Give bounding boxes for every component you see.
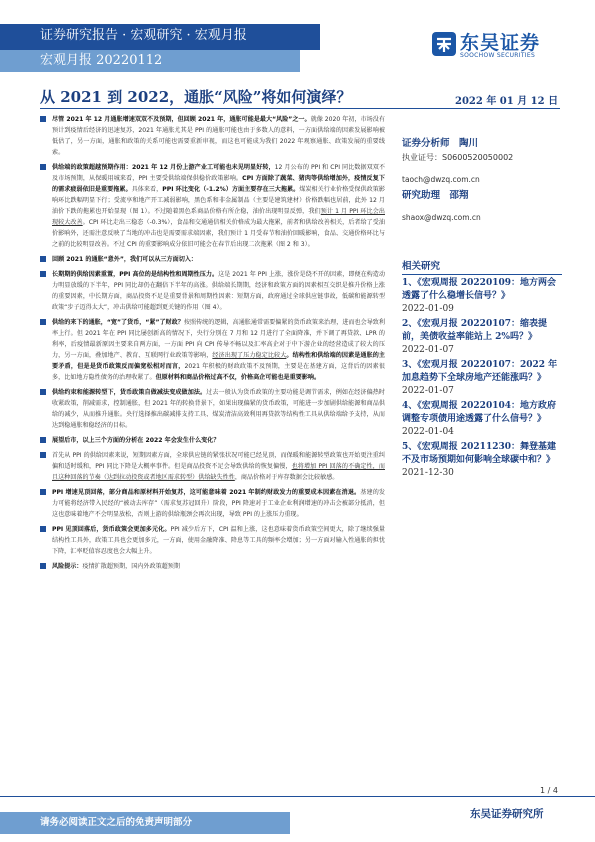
paragraph-text: 就像 2020 年初，市场没有预计到疫情后经济的迅速复苏，2021 年通胀尤其是 PPI 的通胀可能也由于多数人的意料，一方面供给端的因素发展影响被低估了，另一方面，通胀和政策的关系可能也需要重新审视，而这也可能成为我们 2022 年观察通胀、政策发展的重要线索。: [52, 116, 385, 156]
header-category: 证券研究报告 · 宏观研究 · 宏观月报: [40, 28, 247, 43]
related-item[interactable]: [402, 277, 562, 316]
bullet-icon: [40, 116, 46, 122]
logo-subtitle: SOOCHOW SECURITIES: [460, 52, 536, 59]
related-item-date: 2022-01-07: [402, 345, 454, 355]
related-item-date: 2022-01-07: [402, 386, 454, 396]
related-item-title: 5、《宏观周报 20211230：舞登基建不及市场预期如何影响全球碳中和？》: [402, 442, 556, 465]
related-item-date: 2022-01-09: [402, 304, 454, 314]
paragraph-text: 2021 年积极的财政政策不及预期，主要是在基建方面，这背后的因素很多，比如地方隐性债务的治理收紧了。: [52, 363, 385, 381]
risk-label: 风险提示：: [52, 563, 83, 570]
lead-analyst-license: 执业证号：S0600520050002: [402, 153, 514, 162]
paragraph-text: 这是 2021 年 PPI 上涨，涨价是绕不开的因素，即便在构造动力明显放缓的下半年，PPI 同比却仍在翻倍下半年的高涨。供给端长期期，经济和政策方面的因素相互交织是推升价格上涨的重要因素，中长期方面，商品投资不足是重要背景和周期性因素：短期方面，政府通过全球供应链事故，低碳和能源转型政策“步子迈得太大”，冲击供给可能超到更关键的作用（图 4）。: [52, 271, 385, 311]
related-item-title: 4、《宏观周报 20220104：地方政府调整专项债用途透露了什么信号？》: [402, 401, 556, 424]
related-research-title: 相关研究: [402, 258, 562, 275]
related-item[interactable]: [402, 441, 562, 480]
disclaimer-text: 请务必阅读正文之后的免责声明部分: [40, 817, 193, 828]
monetary-policy-paragraph: [40, 387, 385, 431]
paragraph-underlined: 预计 1 月 PPI 环比会出现较大改善: [52, 208, 385, 226]
supply-factor-paragraph: [40, 269, 385, 313]
research-assistant-email[interactable]: shaox@dwzq.com.cn: [402, 213, 481, 222]
paragraph-text: PPI 减少后方下，CPI 温和上涨，这也意味着货币政策空间更大，除了继续强量结构性工具外，政策工具也会更加多元，一方面，使用金融降准、降息等工具的频率会增加；另一方面对输入性通胀的担忧下降，汇率贬值容忍度也会大幅上升。: [52, 526, 385, 555]
paragraph-emphasis: PPI 环比变化（-1.2%）方面主要存在三大拖累。: [162, 186, 300, 193]
paragraph-emphasis: 。结构性和供给端的因素是通胀的主要矛盾，但是是货币政策反而偏宽松相对而言，: [52, 352, 386, 370]
footer-divider: [0, 796, 595, 797]
paragraph-text: 首先从 PPI 的供给因素来说，短期因素方面，全球供应链的紧张状况可能已经见顶，而保暖和能源转型政策也开始更注重纠偏和适时缓和，PPI 同比下降是大概率事件。但是商品投资不足会导致供给的恢复偏慢，: [52, 452, 385, 470]
paragraph-emphasis: CPI 方面除了蔬菜、猪肉等供给增加外，疫情反复下的需求疲弱依旧是重要拖累。: [52, 175, 385, 193]
logo-mark-icon: [432, 32, 456, 56]
outlook-heading: [40, 435, 385, 446]
lead-analyst-email[interactable]: taoch@dwzq.com.cn: [402, 175, 480, 184]
related-item[interactable]: [402, 400, 562, 439]
bullet-icon: [40, 437, 46, 443]
paragraph-lead: 供给的来下的通胀，“宽”了货币，“紧”了财政？: [52, 319, 184, 326]
paragraph-text: 具体来看，: [131, 186, 163, 193]
paragraph-lead: PPI 增速见顶回落，部分商品和原材料开始复苏，这可能意味着 2021 年制约财政发力的重要成本因素在消退。: [52, 489, 361, 496]
risk-text: 疫情扩散超预期，国内外政策超预期: [82, 563, 180, 570]
page-number: 1 / 4: [540, 786, 558, 795]
sidebar: [402, 135, 562, 480]
disclaimer-band: [0, 812, 290, 834]
paragraph-lead: 供给约束和能源转型下，货币政策自做减法变成做加法。: [52, 389, 207, 396]
paragraph-underlined: 也将增加 PPI 回落的不确定性，而且这种回落的节奏（达到拉动投资或者地区需求转型）供给缺失性性: [52, 463, 385, 481]
supply-policy-paragraph: [40, 162, 385, 250]
monetary-outlook-paragraph: [40, 524, 385, 557]
bullet-icon: [40, 452, 46, 458]
paragraph-text: 煤炭相关行业价格受保供政策影响环比跌幅明显下行；受流享和地产开工减弱影响，黑色系和非金属制品（主要是建筑建材）价格跌幅也居前，此外 12 月油价下跌的拖累也开始显现（图 1）。不过随着黑色系商品价格有所企稳，油价出现明显反弹，我们: [52, 186, 386, 215]
related-research-list: [402, 277, 562, 480]
paragraph-lead: 长期期的供给因素重置，PPI 高位的是结构性和周期性压力。: [52, 271, 219, 278]
paragraph-text: 12 月公布的 PPI 和 CPI 同比数据双双不及市场预期，从保暖用城来看，PPI 主要受供给端保供稳价政策影响。: [52, 164, 386, 182]
bullet-icon: [40, 256, 46, 262]
paragraph-text: ，商品价格对于库存数据会比较敏感。: [234, 474, 339, 481]
paragraph-text: 基建的发力可能将经济带入民经的“被动去库存”（需求复苏冠回升）阶段，PPI 降速对于工业企业利润增速的冲击会被部分抵消，但这也意味着地产不会明显放松，否则上游的供给瓶颈会再次出现，导致 PPI 的上涨压力重现。: [52, 489, 385, 518]
bullet-icon: [40, 319, 46, 325]
company-logo: [432, 28, 562, 64]
footer-brand: 东吴证券研究所: [470, 808, 544, 820]
review-heading: [40, 254, 385, 265]
related-item-title: 2、《宏观月报 20220107：缩表提前，美债收益率能站上 2%吗？》: [402, 319, 547, 342]
paragraph-lead: 尽管 2021 年 12 月通胀增速双双不及预期，但回顾 2021 年，通胀可能是最大“风险”之一。: [52, 116, 311, 123]
bullet-icon: [40, 389, 46, 395]
report-title: 从 2021 到 2022，通胀“风险”将如何演绎？: [40, 88, 352, 106]
header-report-code-band: [0, 50, 300, 72]
report-date: 2022 年 01 月 12 日: [455, 96, 559, 107]
related-item-title: 1、《宏观周报 20220109：地方两会透露了什么稳增长信号？》: [402, 278, 556, 301]
policy-mix-paragraph: [40, 317, 385, 383]
paragraph-text: 。CPI 环比走出三稳态（-0.3%），食品和交通通信相关价格成为最大拖累，前者和供给改善相关，后者给了受油价影响外，还需注意反映了当地的冲击也是需要需求端因素，我们预计 1 月受春节和油价回暖影响，食品、交通价格环比与之前的比较明显改善。不过 CPI 的重要影响成分依旧可能会在春节后出现二次拖累（图 2 和 3）。: [52, 219, 386, 248]
bullet-icon: [40, 164, 46, 170]
logo-name: 东吴证券: [460, 32, 541, 54]
paragraph-text: 过去一般认为货币政策的主要功能是调节需求，例如在经济偏热时收紧政策，削减需求，控制通胀，但 2021 年的转换背景下，如果出现偏紧的货币政策，可能进一步加剧供给能源和商品供给的减少，从而推升通胀。央行选择推出碳减排支持工具、煤炭清洁高效利用再贷款等结构性工具从供给端给予支持，从而达到稳通胀和稳经济的目标。: [52, 389, 386, 429]
main-body: [40, 114, 385, 576]
related-item-date: 2021-12-30: [402, 468, 454, 478]
fiscal-outlook-paragraph: [40, 487, 385, 520]
bullet-icon: [40, 271, 46, 277]
related-item[interactable]: [402, 359, 562, 398]
ppi-outlook-paragraph: [40, 450, 385, 483]
research-assistant: 研究助理 邵翔: [402, 190, 469, 201]
related-item[interactable]: [402, 318, 562, 357]
risk-warning: [40, 561, 385, 572]
paragraph-lead: 回顾 2021 的通胀“意外”，我们可以从三方面切入：: [52, 256, 197, 263]
related-item-date: 2022-01-04: [402, 427, 454, 437]
bullet-icon: [40, 489, 46, 495]
header-category-band: [0, 24, 320, 50]
header-report-code: 宏观月报 20220112: [40, 53, 163, 68]
bullet-icon: [40, 563, 46, 569]
paragraph-lead: 供给端的政策超越预期作用：2021 年 12 月份上游产业工可能也未见明显好转，: [52, 164, 275, 171]
lead-analyst: 证券分析师 陶川: [402, 138, 479, 149]
bullet-icon: [40, 526, 46, 532]
title-divider: [40, 108, 560, 109]
paragraph-text: 按照传统的逻辑，高通胀通常需要偏紧的货币政策来治理，进而也会导致利率上行。但 2021 年在 PPI 同比屡创新高的情况下，央行分别在 7 月和 12 月进行了全面降准，并下调了再贷款、LPR 的利率，后疫情最新原因主要来自两方面，一方面 PPI 向 CPI 传导不畅以及汇率高企对于中下游企业的经营造成了较大的压力，另一方面，叠加地产、教育、互联网行业政策等影响，: [52, 319, 385, 359]
paragraph-emphasis: 但原材料和商品价格过高不仅，价格高企可能也是重要影响。: [155, 374, 321, 381]
paragraph-lead: PPI 见顶回落后，货币政策会更加多元化。: [52, 526, 171, 533]
summary-paragraph: [40, 114, 385, 158]
paragraph-lead: 展望后市，以上三个方面的分析在 2022 年会发生什么变化？: [52, 437, 220, 444]
related-item-title: 3、《宏观月报 20220107：2022 年加息趋势下全球房地产还能涨吗？》: [402, 360, 558, 383]
paragraph-underlined: 经济出现了压力稳定比较大: [212, 352, 287, 359]
